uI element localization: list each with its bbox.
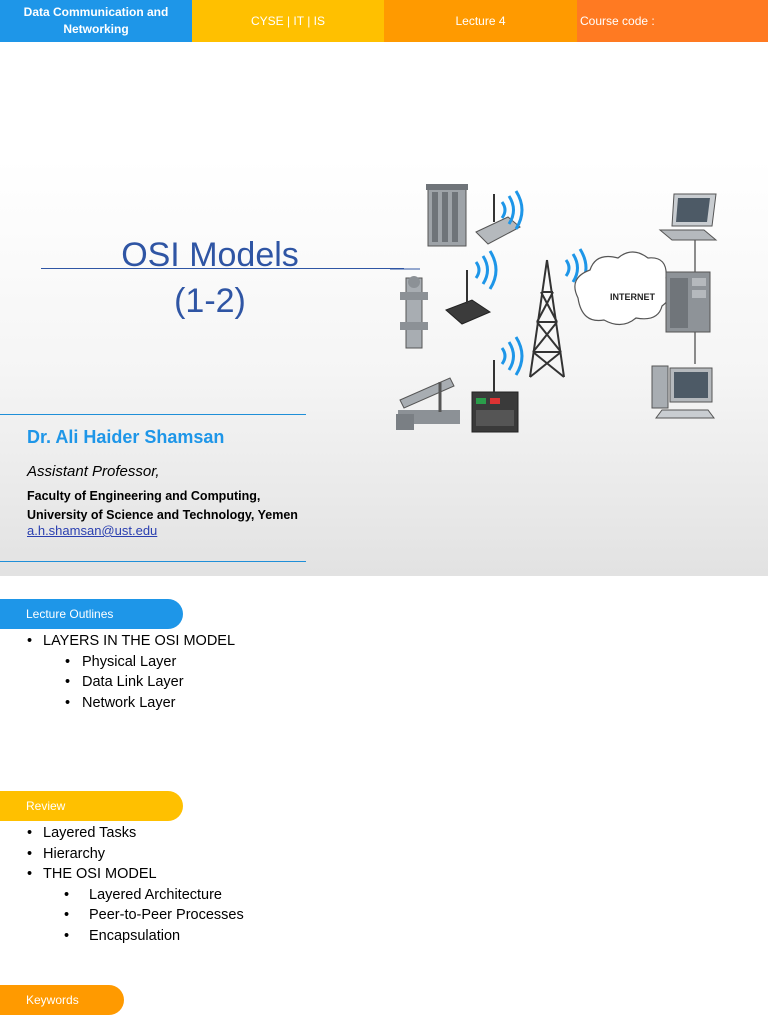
section-keywords: Keywords [0, 985, 124, 1015]
outline-subitem: • Physical Layer [43, 652, 235, 673]
programs-label: CYSE | IT | IS [192, 0, 384, 42]
outline-subitem: • Network Layer [43, 693, 235, 714]
desktop-computer-icon [652, 366, 714, 418]
affiliation-line-2: University of Science and Technology, Yemen [27, 508, 298, 522]
review-item: • THE OSI MODEL [43, 864, 244, 885]
server-rack-icon [426, 184, 468, 246]
course-code-label: Course code : [577, 0, 768, 42]
wireless-modem-icon [476, 191, 522, 244]
author-top-divider [0, 414, 306, 415]
review-subitem: • Encapsulation [43, 926, 244, 947]
internet-cloud-icon [575, 252, 672, 325]
outline-list [43, 631, 235, 713]
author-role: Assistant Professor, [27, 463, 160, 480]
wellhead-icon [400, 276, 428, 348]
pumpjack-icon [396, 378, 460, 430]
review-list [43, 823, 244, 946]
author-email-link[interactable]: a.h.shamsan@ust.edu [27, 523, 158, 538]
server-tower-icon [666, 272, 710, 332]
section-review: Review [0, 791, 183, 821]
title-line-2: (1-2) [174, 282, 246, 320]
internet-label: INTERNET [610, 292, 655, 302]
section-lecture-outlines: Lecture Outlines [0, 599, 183, 629]
outline-subitem: • Data Link Layer [43, 672, 235, 693]
radio-modem-icon [446, 251, 496, 324]
title-line-1: OSI Models [121, 236, 299, 274]
author-affiliation [27, 487, 298, 525]
author-bottom-divider [0, 561, 306, 562]
affiliation-line-1: Faculty of Engineering and Computing, [27, 489, 261, 503]
slide-title [90, 232, 330, 324]
outline-item: • LAYERS IN THE OSI MODEL [43, 631, 235, 652]
antenna-tower-icon [530, 249, 586, 377]
review-subitem: • Layered Architecture [43, 885, 244, 906]
author-name: Dr. Ali Haider Shamsan [27, 427, 225, 447]
lecture-label: Lecture 4 [384, 0, 577, 42]
industrial-router-icon [472, 337, 522, 432]
course-name: Data Communication and Networking [0, 0, 192, 42]
review-subitem: • Peer-to-Peer Processes [43, 905, 244, 926]
review-item: • Layered Tasks [43, 823, 244, 844]
laptop-icon [660, 194, 716, 240]
title-slide [0, 42, 768, 576]
review-item: • Hierarchy [43, 844, 244, 865]
header-bar [0, 0, 768, 42]
network-illustration [390, 182, 730, 437]
